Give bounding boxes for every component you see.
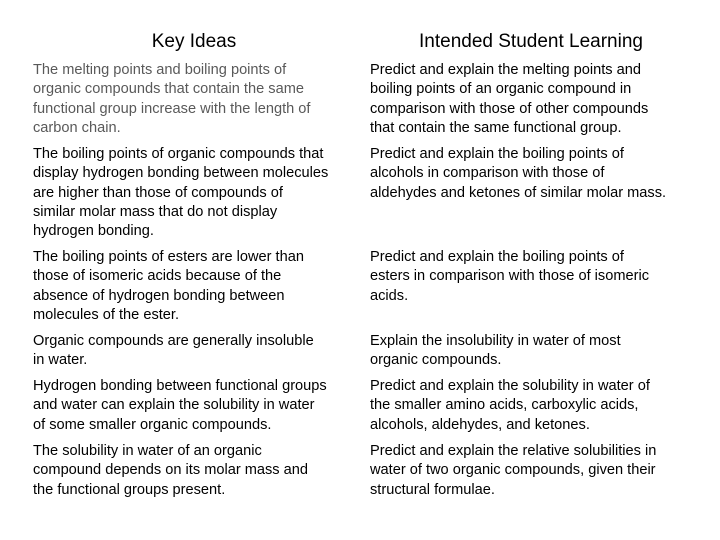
learning-cell (370, 442, 710, 500)
learning-cell (370, 377, 710, 435)
key-idea-line: and water can explain the solubility in water (33, 397, 315, 414)
key-idea-line: hydrogen bonding. (33, 223, 154, 240)
key-idea-cell (33, 442, 358, 500)
learning-line: alcohols in comparison with those of (370, 165, 605, 182)
key-idea-cell (33, 145, 358, 241)
key-idea-line: compound depends on its molar mass and (33, 462, 309, 479)
learning-line: Predict and explain the melting points and (370, 62, 641, 78)
learning-line: that contain the same functional group. (370, 119, 622, 136)
learning-line: water of two organic compounds, given their (370, 462, 656, 479)
key-idea-line: carbon chain. (33, 119, 121, 136)
learning-line: aldehydes and ketones of similar molar mass. (370, 184, 667, 201)
key-idea-line: The melting points and boiling points of (33, 62, 287, 78)
key-idea-line: organic compounds that contain the same (33, 81, 304, 98)
learning-line: organic compounds. (370, 352, 502, 369)
learning-line: boiling points of an organic compound in (370, 81, 632, 98)
intended-learning-heading: Intended Student Learning (419, 31, 643, 52)
learning-line: Explain the insolubility in water of most (370, 333, 621, 349)
key-idea-cell (33, 248, 358, 325)
learning-line: Predict and explain the relative solubilities in (370, 443, 657, 459)
learning-line: the smaller amino acids, carboxylic acids, (370, 397, 639, 414)
learning-line: alcohols, aldehydes, and ketones. (370, 416, 590, 433)
learning-line: Predict and explain the boiling points of (370, 249, 624, 265)
key-ideas-heading: Key Ideas (151, 31, 237, 52)
learning-cell (370, 332, 710, 371)
key-idea-line: absence of hydrogen bonding between (33, 287, 285, 304)
learning-line: structural formulae. (370, 481, 495, 498)
learning-cell (370, 61, 710, 138)
key-idea-cell (33, 61, 358, 138)
learning-cell (370, 145, 710, 203)
key-idea-line: The solubility in water of an organic (33, 443, 262, 459)
key-idea-cell (33, 377, 358, 435)
key-idea-line: Organic compounds are generally insoluble (33, 333, 314, 349)
key-idea-cell (33, 332, 358, 371)
key-idea-line: of some smaller organic compounds. (33, 416, 272, 433)
key-idea-line: functional group increase with the length of (33, 100, 311, 117)
key-idea-line: those of isomeric acids because of the (33, 268, 282, 285)
key-idea-line: molecules of the ester. (33, 306, 180, 323)
table-header (0, 30, 720, 56)
key-idea-line: similar molar mass that do not display (33, 203, 278, 220)
learning-line: esters in comparison with those of isomeric (370, 268, 650, 285)
key-idea-line: The boiling points of organic compounds that (33, 146, 324, 162)
key-idea-line: the functional groups present. (33, 481, 226, 498)
key-idea-line: in water. (33, 352, 88, 369)
key-idea-line: display hydrogen bonding between molecules (33, 165, 329, 182)
learning-line: Predict and explain the solubility in water of (370, 378, 650, 394)
key-idea-line: are higher than those of compounds of (33, 184, 283, 201)
key-idea-line: The boiling points of esters are lower than (33, 249, 304, 265)
learning-cell (370, 248, 710, 306)
learning-line: comparison with those of other compounds (370, 100, 649, 117)
key-idea-line: Hydrogen bonding between functional groups (33, 378, 327, 394)
learning-line: acids. (370, 287, 409, 304)
learning-line: Predict and explain the boiling points of (370, 146, 624, 162)
